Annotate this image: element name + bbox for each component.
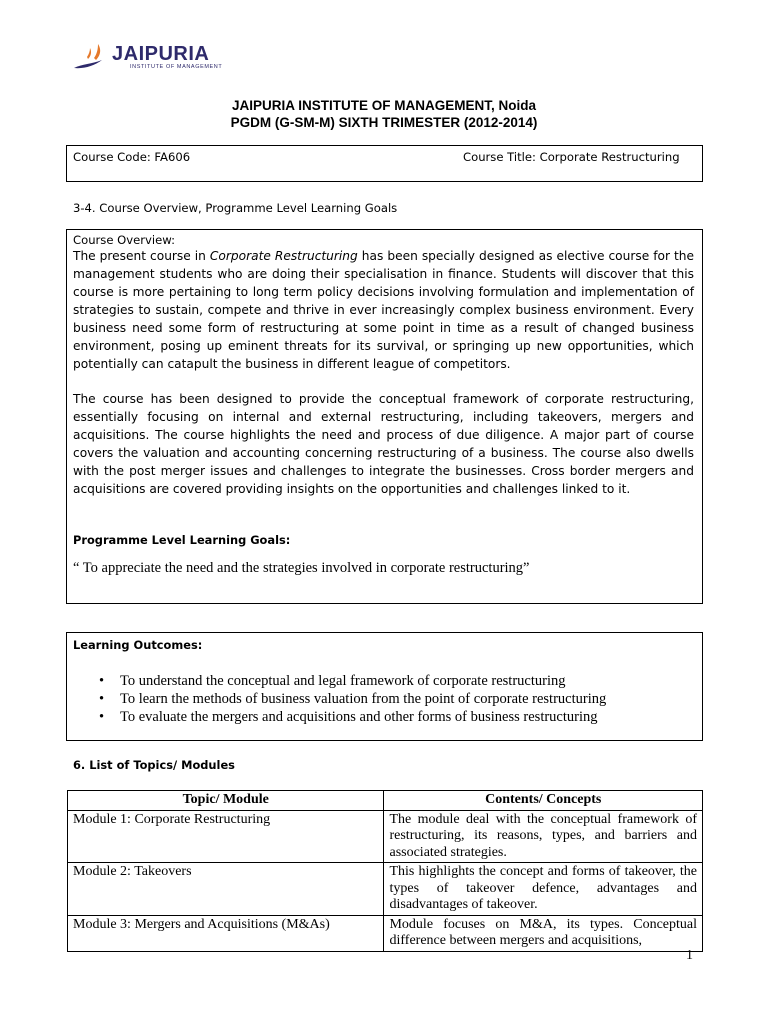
table-row bbox=[68, 863, 703, 916]
course-info-box bbox=[66, 145, 703, 182]
logo-name: JAIPURIA bbox=[112, 43, 210, 65]
contents-cell: This highlights the concept and forms of takeover, the types of takeover defence, advantages and disadvantages of takeover. bbox=[384, 863, 703, 916]
table-row bbox=[68, 810, 703, 863]
learning-outcomes-list bbox=[67, 672, 697, 726]
section-heading-overview: 3-4. Course Overview, Programme Level Learning Goals bbox=[73, 201, 398, 215]
list-item: • To learn the methods of business valuation from the point of corporate restructuring bbox=[67, 690, 697, 708]
page-number: 1 bbox=[686, 948, 693, 963]
list-item: • To understand the conceptual and legal framework of corporate restructuring bbox=[67, 672, 697, 690]
learning-goal-text: “ To appreciate the need and the strategies involved in corporate restructuring” bbox=[73, 560, 530, 576]
module-cell: Module 1: Corporate Restructuring bbox=[68, 810, 384, 863]
topics-table bbox=[67, 790, 703, 952]
course-name-italic: Corporate Restructuring bbox=[209, 249, 358, 263]
list-item: • To evaluate the mergers and acquisitions and other forms of business restructuring bbox=[67, 708, 697, 726]
section-heading-topics: 6. List of Topics/ Modules bbox=[73, 758, 235, 772]
table-row bbox=[68, 915, 703, 951]
module-cell: Module 2: Takeovers bbox=[68, 863, 384, 916]
course-title: Course Title: Corporate Restructuring bbox=[463, 150, 680, 164]
column-header-topic: Topic/ Module bbox=[68, 791, 384, 811]
module-cell: Module 3: Mergers and Acquisitions (M&As) bbox=[68, 915, 384, 951]
contents-cell: Module focuses on M&A, its types. Conceptual difference between mergers and acquisitions, bbox=[384, 915, 703, 951]
learning-outcomes-label: Learning Outcomes: bbox=[73, 638, 203, 652]
overview-paragraph-2: The course has been designed to provide the conceptual framework of corporate restructuring, essentially focusing on internal and external restructuring, including takeovers, mergers and acquisitions. The course highlights the need and process of due diligence. A major part of course covers the valuation and accounting concerning restructuring of a business. The course also dwells with the post merger issues and challenges to integrate the businesses. Cross border mergers and acquisitions are covered providing insights on the opportunities and challenges linked to it. bbox=[73, 392, 694, 496]
course-overview-label: Course Overview: bbox=[73, 233, 176, 247]
programme-title: PGDM (G-SM-M) SIXTH TRIMESTER (2012-2014) bbox=[230, 115, 538, 130]
column-header-contents: Contents/ Concepts bbox=[384, 791, 703, 811]
logo-subtitle: INSTITUTE OF MANAGEMENT bbox=[130, 64, 223, 70]
overview-paragraph-1: The present course in Corporate Restructuring has been specially designed as elective course for the management students who are doing their specialisation in finance. Students will discover that this course is more pertaining to long term policy decisions involving formulation and implementation of strategies to sustain, compete and thrive in ever increasingly complex business environment. Every business need some form of restructuring at some point in time as a result of changed business environment, posing up eminent threats for its survival, or springing up new opportunities, which potentially can catapult the business in different league of competitors. bbox=[73, 249, 694, 371]
course-overview-box bbox=[66, 229, 703, 604]
course-code: Course Code: FA606 bbox=[73, 150, 191, 164]
contents-cell: The module deal with the conceptual framework of restructuring, its reasons, types, and barriers and associated strategies. bbox=[384, 810, 703, 863]
institute-title: JAIPURIA INSTITUTE OF MANAGEMENT, Noida bbox=[231, 98, 536, 113]
logo-swoosh-icon bbox=[72, 42, 112, 72]
table-header-row bbox=[68, 791, 703, 811]
learning-outcomes-box bbox=[66, 632, 703, 741]
learning-goals-label: Programme Level Learning Goals: bbox=[73, 533, 291, 547]
